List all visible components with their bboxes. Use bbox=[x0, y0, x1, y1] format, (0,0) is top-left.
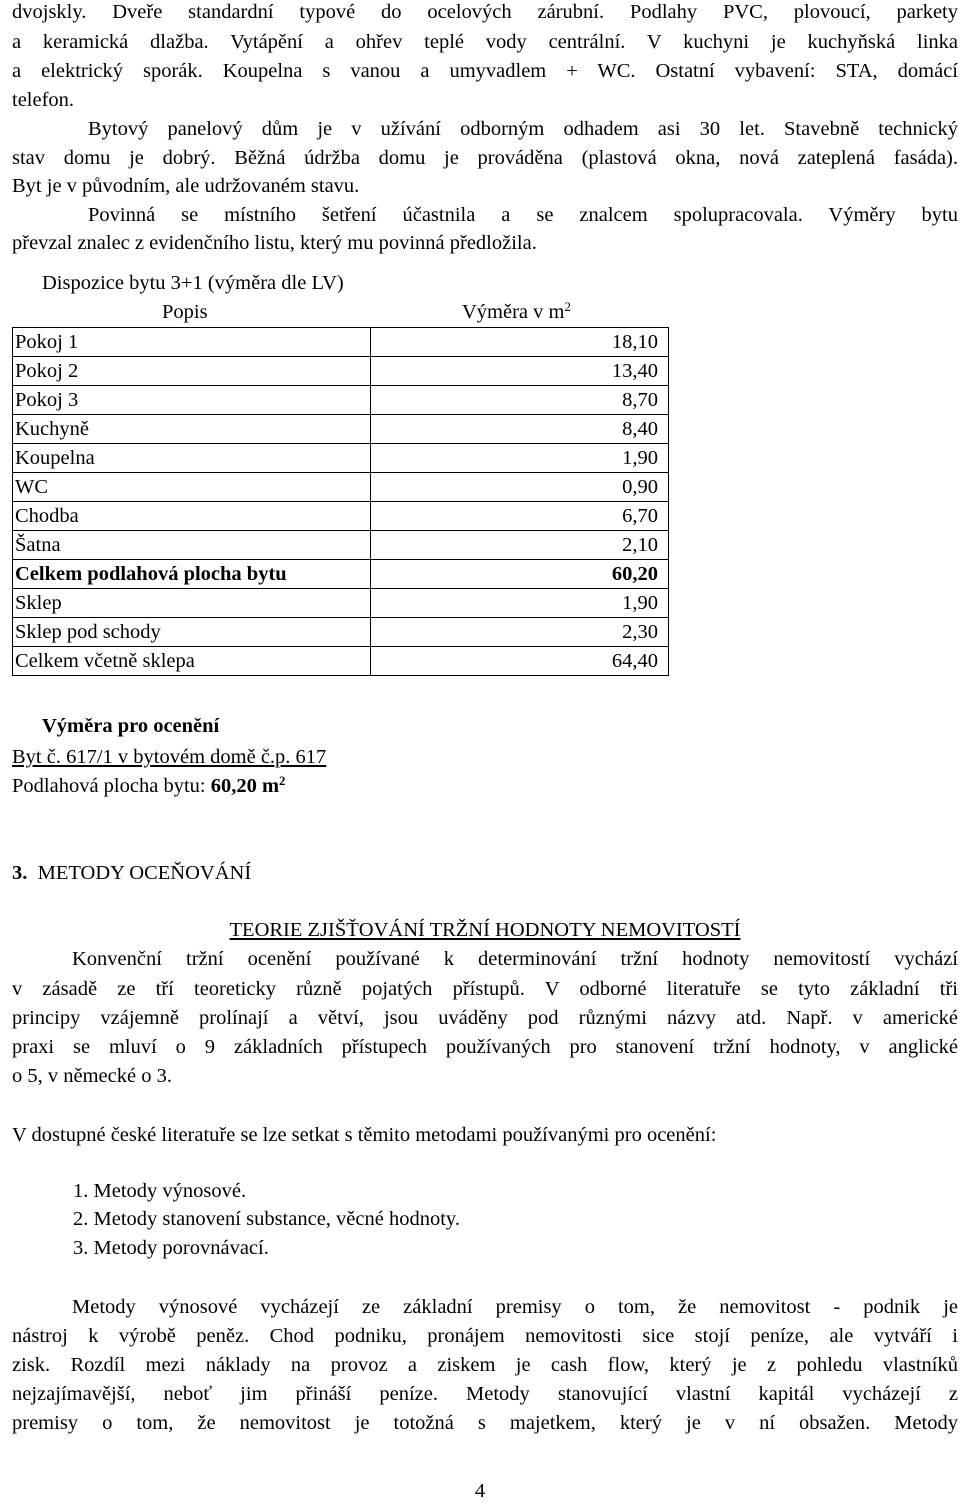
intro-line: dvojskly. Dveře standardní typové do ocelových zárubní. Podlahy PVC, plovoucí, parkety bbox=[12, 1, 958, 23]
room-area: 8,40 bbox=[371, 415, 669, 444]
room-name: Šatna bbox=[13, 531, 371, 560]
table-row bbox=[13, 589, 669, 618]
section-number: 3. bbox=[12, 862, 28, 884]
page-number: 4 bbox=[474, 1480, 486, 1502]
intro-line: a elektrický sporák. Koupelna s vanou a umyvadlem + WC. Ostatní vybavení: STA, domácí bbox=[12, 60, 958, 82]
inspection-line: převzal znalec z evidenčního listu, který mu povinná předložila. bbox=[12, 232, 537, 254]
table-row bbox=[13, 357, 669, 386]
method-item: 1. Metody výnosové. bbox=[73, 1180, 247, 1202]
income-line: nejzajímavější, neboť jim přináší peníze. Metody stanovující vlastní kapitál vycházejí z bbox=[12, 1383, 958, 1405]
room-name: Pokoj 2 bbox=[13, 357, 371, 386]
room-area: 0,90 bbox=[371, 473, 669, 502]
theory-line: o 5, v německé o 3. bbox=[12, 1065, 172, 1087]
inspection-line: Povinná se místního šetření účastnila a se znalcem spolupracovala. Výměry bytu bbox=[88, 204, 958, 226]
section-heading bbox=[12, 858, 958, 888]
theory-line: v zásadě ze tří teoreticky různě pojatých přístupů. V odborné literatuře se tyto základní tři bbox=[12, 978, 958, 1000]
table-row bbox=[13, 560, 669, 589]
building-line: Bytový panelový dům je v užívání odborným odhadem asi 30 let. Stavebně technický bbox=[88, 118, 958, 140]
room-area: 13,40 bbox=[371, 357, 669, 386]
section-subtitle: TEORIE ZJIŠŤOVÁNÍ TRŽNÍ HODNOTY NEMOVITOSTÍ bbox=[229, 919, 741, 941]
floor-area-value: 60,20 $m^2$ bbox=[210, 774, 286, 797]
theory-line: Konvenční tržní ocenění používané k determinování tržní hodnoty nemovitostí vychází bbox=[72, 948, 958, 970]
room-area: 1,90 bbox=[371, 589, 669, 618]
theory-line: principy vzájemně prolínají a větví, jsou uváděny pod různými názvy atd. Např. v americké bbox=[12, 1007, 958, 1029]
disposition-table bbox=[12, 327, 669, 676]
room-name: Koupelna bbox=[13, 444, 371, 473]
czech-literature-line: V dostupné české literatuře se lze setkat s těmito metodami používanými pro ocenění: bbox=[12, 1124, 717, 1146]
room-name: WC bbox=[13, 473, 371, 502]
building-line: stav domu je dobrý. Běžná údržba domu je prováděna (plastová okna, nová zateplená fasáda). bbox=[12, 147, 958, 169]
table-row bbox=[13, 415, 669, 444]
disposition-caption: Dispozice bytu 3+1 (výměra dle LV) bbox=[42, 272, 344, 294]
method-item: 2. Metody stanovení substance, věcné hodnoty. bbox=[73, 1208, 460, 1230]
room-name: Pokoj 3 bbox=[13, 386, 371, 415]
col-header-description: Popis bbox=[162, 301, 208, 323]
room-name: Celkem podlahová plocha bytu bbox=[13, 560, 371, 589]
intro-line: telefon. bbox=[12, 89, 75, 111]
room-area: 2,10 bbox=[371, 531, 669, 560]
room-area: 64,40 bbox=[371, 647, 669, 676]
table-row bbox=[13, 444, 669, 473]
section-title: METODY OCEŇOVÁNÍ bbox=[37, 862, 252, 884]
room-area: 8,70 bbox=[371, 386, 669, 415]
income-line: Metody výnosové vycházejí ze základní premisy o tom, že nemovitost - podnik je bbox=[72, 1296, 958, 1318]
table-row bbox=[13, 502, 669, 531]
room-name: Celkem včetně sklepa bbox=[13, 647, 371, 676]
room-area: 1,90 bbox=[371, 444, 669, 473]
room-area: 18,10 bbox=[371, 328, 669, 357]
table-row bbox=[13, 531, 669, 560]
unit-designation: Byt č. 617/1 v bytovém domě č.p. 617 bbox=[12, 746, 327, 768]
room-area: 60,20 bbox=[371, 560, 669, 589]
room-name: Chodba bbox=[13, 502, 371, 531]
col-header-area: Výměra v $m^2$ bbox=[462, 300, 571, 323]
income-line: premisy o tom, že nemovitost je totožná s majetkem, který je v ní obsažen. Metody bbox=[12, 1412, 958, 1434]
room-name: Sklep pod schody bbox=[13, 618, 371, 647]
floor-area-label: Podlahová plocha bytu: bbox=[12, 775, 206, 797]
table-row bbox=[13, 473, 669, 502]
table-row bbox=[13, 328, 669, 357]
building-line: Byt je v původním, ale udržovaném stavu. bbox=[12, 175, 360, 197]
room-area: 2,30 bbox=[371, 618, 669, 647]
income-line: nástroj k výrobě peněz. Chod podniku, pronájem nemovitosti sice stojí peníze, ale vytváří i bbox=[12, 1325, 958, 1347]
valuation-heading: Výměra pro ocenění bbox=[42, 715, 220, 737]
income-line: zisk. Rozdíl mezi náklady na provoz a ziskem je cash flow, který je z pohledu vlastníků bbox=[12, 1354, 958, 1376]
room-name: Sklep bbox=[13, 589, 371, 618]
room-name: Pokoj 1 bbox=[13, 328, 371, 357]
room-name: Kuchyně bbox=[13, 415, 371, 444]
table-row bbox=[13, 618, 669, 647]
room-area: 6,70 bbox=[371, 502, 669, 531]
method-item: 3. Metody porovnávací. bbox=[73, 1237, 269, 1259]
intro-line: a keramická dlažba. Vytápění a ohřev teplé vody centrální. V kuchyni je kuchyňská linka bbox=[12, 31, 958, 53]
table-row bbox=[13, 647, 669, 676]
theory-line: praxi se mluví o 9 základních přístupech používaných pro stanovení tržní hodnoty, v anglické bbox=[12, 1036, 958, 1058]
floor-area bbox=[12, 771, 958, 801]
table-row bbox=[13, 386, 669, 415]
